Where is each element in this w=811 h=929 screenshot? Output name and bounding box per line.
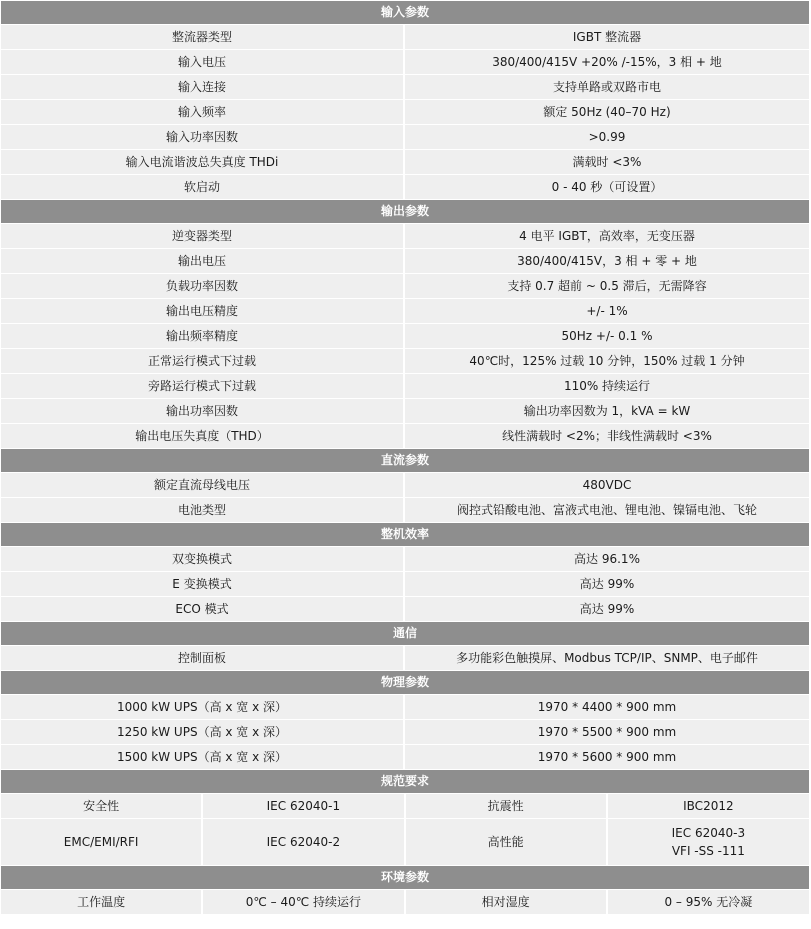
section-header: 输出参数	[1, 200, 809, 223]
spec-value: 支持 0.7 超前 ~ 0.5 滞后，无需降容	[405, 274, 809, 298]
section-header: 直流参数	[1, 449, 809, 472]
section-header: 输入参数	[1, 1, 809, 24]
spec-label: EMC/EMI/RFI	[1, 819, 201, 865]
spec-row	[1, 324, 809, 348]
spec-row	[1, 50, 809, 74]
spec-row	[1, 299, 809, 323]
spec-row	[1, 498, 809, 522]
spec-value: 高达 99%	[405, 597, 809, 621]
spec-label: 输入电压	[1, 50, 403, 74]
spec-row	[1, 547, 809, 571]
spec-label: 双变换模式	[1, 547, 403, 571]
spec-value: 40℃时，125% 过载 10 分钟，150% 过载 1 分钟	[405, 349, 809, 373]
spec-value: IGBT 整流器	[405, 25, 809, 49]
spec-value: 输出功率因数为 1，kVA = kW	[405, 399, 809, 423]
spec-value: IEC 62040-1	[203, 794, 403, 818]
spec-value: 0 - 40 秒（可设置）	[405, 175, 809, 199]
spec-label: 输出电压	[1, 249, 403, 273]
spec-value: +/- 1%	[405, 299, 809, 323]
spec-row	[1, 473, 809, 497]
spec-value: 支持单路或双路市电	[405, 75, 809, 99]
spec-label: 正常运行模式下过载	[1, 349, 403, 373]
spec-value: 0 – 95% 无冷凝	[608, 890, 809, 914]
spec-row	[1, 819, 809, 865]
spec-label: 安全性	[1, 794, 201, 818]
section-header: 物理参数	[1, 671, 809, 694]
spec-value: 高达 99%	[405, 572, 809, 596]
spec-label: 输出功率因数	[1, 399, 403, 423]
spec-label: 输入频率	[1, 100, 403, 124]
spec-value: 380/400/415V，3 相 + 零 + 地	[405, 249, 809, 273]
spec-value: 1970 * 5500 * 900 mm	[405, 720, 809, 744]
spec-row	[1, 646, 809, 670]
spec-label: 输入电流谐波总失真度 THDi	[1, 150, 403, 174]
spec-row	[1, 794, 809, 818]
spec-label: 抗震性	[406, 794, 606, 818]
spec-row	[1, 399, 809, 423]
spec-label: 旁路运行模式下过载	[1, 374, 403, 398]
spec-value: 380/400/415V +20% /-15%，3 相 + 地	[405, 50, 809, 74]
spec-label: 整流器类型	[1, 25, 403, 49]
spec-row	[1, 745, 809, 769]
spec-value: IEC 62040-3 VFI -SS -111	[608, 819, 809, 865]
spec-row	[1, 720, 809, 744]
spec-row	[1, 424, 809, 448]
spec-label: E 变换模式	[1, 572, 403, 596]
spec-value: 480VDC	[405, 473, 809, 497]
spec-row	[1, 175, 809, 199]
spec-row	[1, 224, 809, 248]
spec-value: 0℃ – 40℃ 持续运行	[203, 890, 403, 914]
spec-label: 高性能	[406, 819, 606, 865]
section-header: 环境参数	[1, 866, 809, 889]
spec-label: 输出电压精度	[1, 299, 403, 323]
spec-row	[1, 100, 809, 124]
spec-label: 相对湿度	[406, 890, 606, 914]
spec-label: 控制面板	[1, 646, 403, 670]
spec-row	[1, 374, 809, 398]
spec-row	[1, 597, 809, 621]
spec-row	[1, 125, 809, 149]
spec-label: 1500 kW UPS（高 x 宽 x 深）	[1, 745, 403, 769]
spec-label: 工作温度	[1, 890, 201, 914]
spec-label: 1000 kW UPS（高 x 宽 x 深）	[1, 695, 403, 719]
spec-value: IEC 62040-2	[203, 819, 403, 865]
spec-value: 额定 50Hz (40–70 Hz)	[405, 100, 809, 124]
spec-row	[1, 695, 809, 719]
spec-label: 逆变器类型	[1, 224, 403, 248]
spec-row	[1, 890, 809, 914]
spec-value: 1970 * 4400 * 900 mm	[405, 695, 809, 719]
spec-value: 4 电平 IGBT，高效率，无变压器	[405, 224, 809, 248]
spec-label: 负载功率因数	[1, 274, 403, 298]
spec-row	[1, 75, 809, 99]
spec-value: IBC2012	[608, 794, 809, 818]
spec-value: 线性满载时 <2%；非线性满载时 <3%	[405, 424, 809, 448]
spec-table	[1, 1, 809, 914]
section-header: 规范要求	[1, 770, 809, 793]
spec-value: 多功能彩色触摸屏、Modbus TCP/IP、SNMP、电子邮件	[405, 646, 809, 670]
spec-value: 阀控式铅酸电池、富液式电池、锂电池、镍镉电池、飞轮	[405, 498, 809, 522]
spec-label: 输入连接	[1, 75, 403, 99]
spec-value: >0.99	[405, 125, 809, 149]
spec-row	[1, 150, 809, 174]
spec-value: 110% 持续运行	[405, 374, 809, 398]
spec-label: ECO 模式	[1, 597, 403, 621]
section-header: 整机效率	[1, 523, 809, 546]
spec-row	[1, 274, 809, 298]
spec-row	[1, 25, 809, 49]
spec-label: 输入功率因数	[1, 125, 403, 149]
spec-label: 额定直流母线电压	[1, 473, 403, 497]
spec-label: 软启动	[1, 175, 403, 199]
spec-label: 输出频率精度	[1, 324, 403, 348]
spec-value: 1970 * 5600 * 900 mm	[405, 745, 809, 769]
spec-label: 输出电压失真度（THD）	[1, 424, 403, 448]
spec-row	[1, 572, 809, 596]
spec-label: 1250 kW UPS（高 x 宽 x 深）	[1, 720, 403, 744]
spec-row	[1, 349, 809, 373]
spec-value: 50Hz +/- 0.1 %	[405, 324, 809, 348]
spec-value: 满载时 <3%	[405, 150, 809, 174]
spec-label: 电池类型	[1, 498, 403, 522]
spec-row	[1, 249, 809, 273]
section-header: 通信	[1, 622, 809, 645]
spec-value: 高达 96.1%	[405, 547, 809, 571]
